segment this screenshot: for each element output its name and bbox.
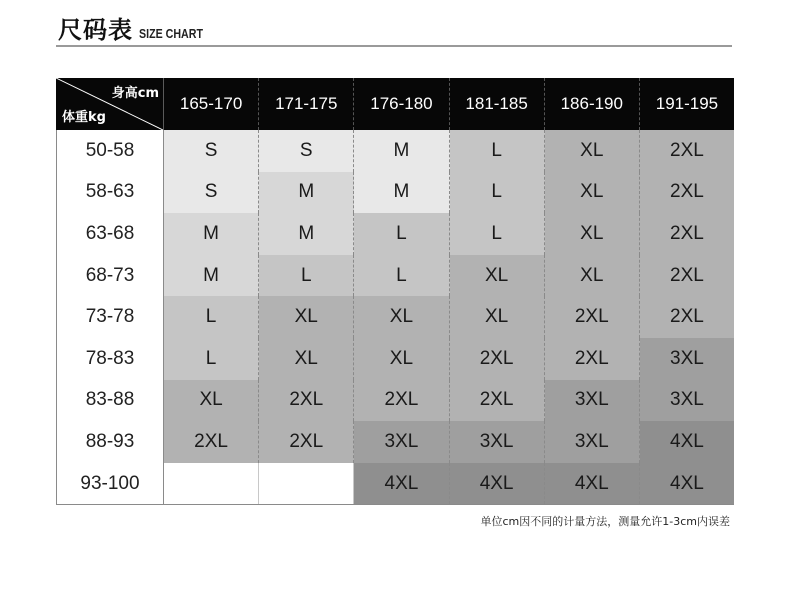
size-cell: 2XL xyxy=(450,338,545,380)
size-cell: M xyxy=(354,172,449,214)
corner-cell xyxy=(56,78,164,130)
size-cell: M xyxy=(164,213,259,255)
size-cell: 2XL xyxy=(354,380,449,422)
height-header: 171-175 xyxy=(259,78,354,130)
size-cell: L xyxy=(450,213,545,255)
size-cell: XL xyxy=(259,338,354,380)
size-cell: XL xyxy=(545,130,640,172)
size-cell: 2XL xyxy=(259,421,354,463)
measurement-note: 单位cm因不同的计量方法，测量允许1-3cm内误差 xyxy=(480,515,730,528)
weight-unit-label: 体重kg xyxy=(62,110,106,125)
size-cell: XL xyxy=(545,213,640,255)
size-cell: 3XL xyxy=(545,421,640,463)
size-cell: 2XL xyxy=(640,255,734,297)
size-cell: XL xyxy=(450,296,545,338)
size-cell: 2XL xyxy=(640,296,734,338)
title-divider xyxy=(56,45,732,47)
size-cell: M xyxy=(164,255,259,297)
table-row xyxy=(57,130,734,172)
size-cell: 3XL xyxy=(640,338,734,380)
table-row xyxy=(57,380,734,422)
size-cell: L xyxy=(450,172,545,214)
size-cell: S xyxy=(164,130,259,172)
height-header: 176-180 xyxy=(354,78,449,130)
size-cell: 2XL xyxy=(545,338,640,380)
size-cell: L xyxy=(354,213,449,255)
size-cell xyxy=(164,463,259,505)
weight-cell: 78-83 xyxy=(57,338,164,380)
title-english: SIZE CHART xyxy=(139,26,203,41)
size-cell: 2XL xyxy=(259,380,354,422)
size-cell: S xyxy=(259,130,354,172)
weight-cell: 73-78 xyxy=(57,296,164,338)
size-cell: XL xyxy=(164,380,259,422)
size-cell: 4XL xyxy=(450,463,545,505)
height-unit-label: 身高cm xyxy=(111,86,159,101)
table-row xyxy=(57,338,734,380)
size-cell: L xyxy=(164,338,259,380)
height-header: 181-185 xyxy=(450,78,545,130)
table-row xyxy=(57,463,734,505)
height-header: 165-170 xyxy=(164,78,259,130)
table-row xyxy=(57,255,734,297)
weight-cell: 83-88 xyxy=(57,380,164,422)
size-cell: 4XL xyxy=(640,463,734,505)
table-header-row xyxy=(56,78,734,130)
height-header: 191-195 xyxy=(655,94,719,113)
size-cell: 4XL xyxy=(354,463,449,505)
size-cell: 3XL xyxy=(640,380,734,422)
weight-cell: 88-93 xyxy=(57,421,164,463)
title-chinese: 尺码表 xyxy=(58,16,133,44)
table-row xyxy=(57,172,734,214)
size-cell: M xyxy=(259,213,354,255)
size-cell: XL xyxy=(450,255,545,297)
weight-cell: 63-68 xyxy=(57,213,164,255)
size-cell: XL xyxy=(545,172,640,214)
table-row xyxy=(57,213,734,255)
size-cell: 2XL xyxy=(640,172,734,214)
size-cell: XL xyxy=(354,296,449,338)
weight-cell: 58-63 xyxy=(57,172,164,214)
table-body xyxy=(56,130,734,505)
size-cell: S xyxy=(164,172,259,214)
page-title xyxy=(58,10,217,45)
size-cell: M xyxy=(259,172,354,214)
size-cell: XL xyxy=(259,296,354,338)
size-cell: 2XL xyxy=(640,130,734,172)
size-cell: 2XL xyxy=(545,296,640,338)
size-cell xyxy=(259,463,354,505)
size-cell: 4XL xyxy=(640,421,734,463)
size-cell: L xyxy=(259,255,354,297)
table-row xyxy=(57,421,734,463)
table-row xyxy=(57,296,734,338)
size-cell: M xyxy=(354,130,449,172)
size-cell: L xyxy=(450,130,545,172)
size-cell: 3XL xyxy=(450,421,545,463)
height-header: 186-190 xyxy=(545,78,640,130)
weight-cell: 93-100 xyxy=(57,463,164,505)
size-cell: 2XL xyxy=(164,421,259,463)
size-cell: L xyxy=(164,296,259,338)
size-chart-table xyxy=(56,78,734,505)
size-cell: 2XL xyxy=(640,213,734,255)
size-cell: XL xyxy=(354,338,449,380)
weight-cell: 68-73 xyxy=(57,255,164,297)
size-cell: L xyxy=(354,255,449,297)
size-cell: 3XL xyxy=(545,380,640,422)
size-cell: XL xyxy=(545,255,640,297)
weight-cell: 50-58 xyxy=(57,130,164,172)
size-cell: 2XL xyxy=(450,380,545,422)
size-cell: 4XL xyxy=(545,463,640,505)
size-cell: 3XL xyxy=(354,421,449,463)
